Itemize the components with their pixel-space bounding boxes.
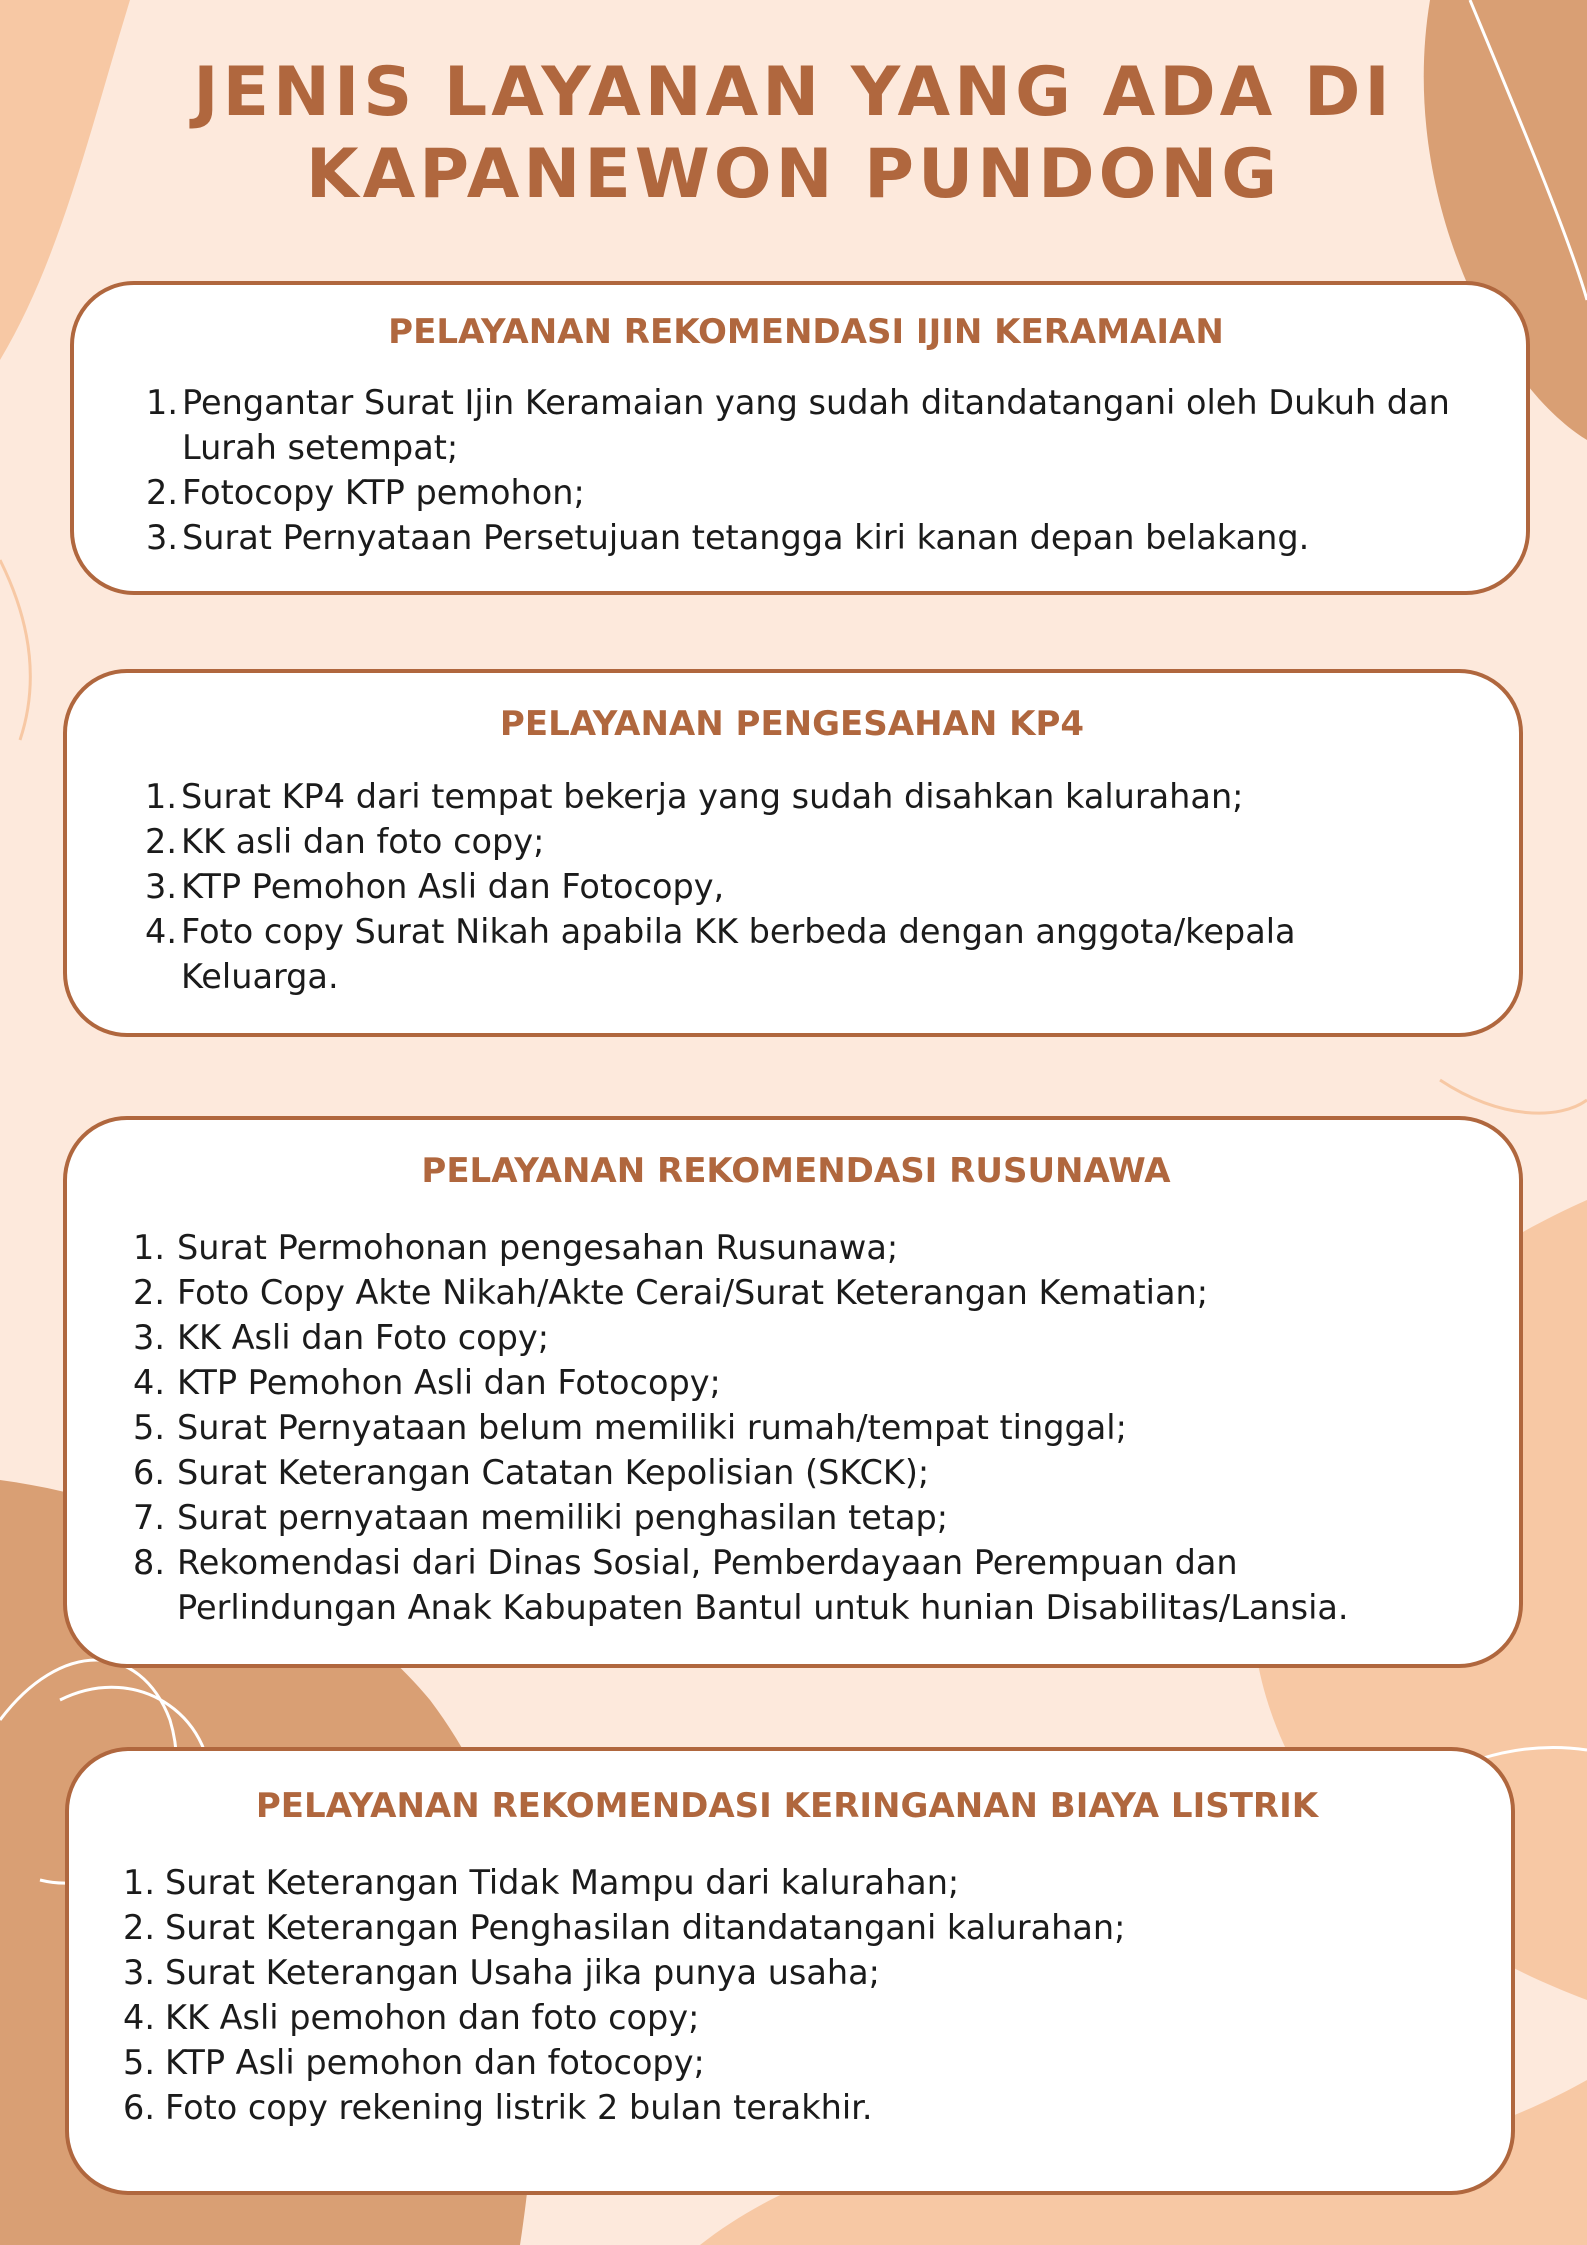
requirements-list <box>145 774 1439 999</box>
list-item <box>133 1225 1459 1270</box>
item-text: Surat KP4 dari tempat bekerja yang sudah disahkan kalurahan; <box>181 777 1244 816</box>
list-item <box>123 2040 1451 2085</box>
item-number: 3. <box>145 867 177 906</box>
item-text: Surat Keterangan Catatan Kepolisian (SKCK); <box>177 1453 930 1492</box>
section-card-ijin-keramaian <box>70 281 1530 595</box>
section-title: PELAYANAN PENGESAHAN KP4 <box>499 704 1085 744</box>
list-item <box>133 1360 1459 1405</box>
item-number: 4. <box>145 912 177 951</box>
list-item <box>133 1405 1459 1450</box>
list-item <box>133 1540 1459 1630</box>
item-text: KK Asli dan Foto copy; <box>177 1318 550 1357</box>
section-title: PELAYANAN REKOMENDASI IJIN KERAMAIAN <box>388 312 1224 352</box>
item-text: KK asli dan foto copy; <box>181 822 545 861</box>
item-text: KK Asli pemohon dan foto copy; <box>165 1998 700 2037</box>
section-card-keringanan-listrik <box>65 1747 1515 2195</box>
list-item <box>133 1315 1459 1360</box>
item-text: Surat Pernyataan belum memiliki rumah/tempat tinggal; <box>177 1408 1127 1447</box>
list-item <box>123 1860 1451 1905</box>
item-number: 1. <box>145 777 177 816</box>
item-number: 3. <box>146 518 178 557</box>
page-title-line-2: KAPANEWON PUNDONG <box>305 135 1282 214</box>
item-text: Foto Copy Akte Nikah/Akte Cerai/Surat Keterangan Kematian; <box>177 1273 1209 1312</box>
list-item <box>123 1905 1451 1950</box>
item-text: Foto copy Surat Nikah apabila KK berbeda dengan anggota/kepala Keluarga. <box>181 912 1296 996</box>
requirements-list <box>123 1860 1451 2130</box>
list-item <box>145 774 1439 819</box>
list-item <box>145 864 1439 909</box>
section-title: PELAYANAN REKOMENDASI RUSUNAWA <box>421 1151 1171 1191</box>
list-item <box>146 515 1466 560</box>
page-title-line-1: JENIS LAYANAN YANG ADA DI <box>193 53 1394 132</box>
item-text: Surat Keterangan Usaha jika punya usaha; <box>165 1953 880 1992</box>
page-title <box>0 52 1587 216</box>
item-number: 1. <box>133 1228 165 1267</box>
item-number: 4. <box>123 1998 155 2037</box>
list-item <box>133 1270 1459 1315</box>
section-title: PELAYANAN REKOMENDASI KERINGANAN BIAYA LISTRIK <box>255 1786 1319 1826</box>
item-text: Surat Permohonan pengesahan Rusunawa; <box>177 1228 899 1267</box>
item-text: KTP Pemohon Asli dan Fotocopy, <box>181 867 725 906</box>
list-item <box>145 819 1439 864</box>
section-card-kp4 <box>63 669 1523 1037</box>
list-item <box>146 380 1466 470</box>
item-number: 7. <box>133 1498 165 1537</box>
requirements-list <box>133 1225 1459 1630</box>
list-item <box>133 1450 1459 1495</box>
item-text: KTP Asli pemohon dan fotocopy; <box>165 2043 705 2082</box>
item-text: Surat pernyataan memiliki penghasilan tetap; <box>177 1498 949 1537</box>
item-text: Rekomendasi dari Dinas Sosial, Pemberdayaan Perempuan dan Perlindungan Anak Kabupaten Bantul untuk hunian Disabilitas/Lansia. <box>177 1543 1349 1627</box>
item-number: 1. <box>123 1863 155 1902</box>
item-text: Surat Pernyataan Persetujuan tetangga kiri kanan depan belakang. <box>182 518 1310 557</box>
item-text: KTP Pemohon Asli dan Fotocopy; <box>177 1363 721 1402</box>
item-number: 5. <box>123 2043 155 2082</box>
requirements-list <box>146 380 1466 560</box>
list-item <box>123 2085 1451 2130</box>
item-number: 4. <box>133 1363 165 1402</box>
item-number: 2. <box>146 473 178 512</box>
item-number: 2. <box>123 1908 155 1947</box>
list-item <box>146 470 1466 515</box>
item-number: 2. <box>145 822 177 861</box>
item-number: 5. <box>133 1408 165 1447</box>
list-item <box>123 1995 1451 2040</box>
item-number: 6. <box>123 2088 155 2127</box>
item-text: Foto copy rekening listrik 2 bulan terakhir. <box>165 2088 873 2127</box>
section-card-rusunawa <box>63 1116 1523 1668</box>
item-number: 2. <box>133 1273 165 1312</box>
item-text: Pengantar Surat Ijin Keramaian yang sudah ditandatangani oleh Dukuh dan Lurah setempat; <box>182 383 1450 467</box>
item-text: Surat Keterangan Tidak Mampu dari kalurahan; <box>165 1863 960 1902</box>
item-number: 1. <box>146 383 178 422</box>
item-text: Fotocopy KTP pemohon; <box>182 473 585 512</box>
item-number: 3. <box>123 1953 155 1992</box>
list-item <box>133 1495 1459 1540</box>
list-item <box>123 1950 1451 1995</box>
item-number: 8. <box>133 1543 165 1582</box>
item-number: 3. <box>133 1318 165 1357</box>
list-item <box>145 909 1439 999</box>
item-text: Surat Keterangan Penghasilan ditandatangani kalurahan; <box>165 1908 1126 1947</box>
item-number: 6. <box>133 1453 165 1492</box>
